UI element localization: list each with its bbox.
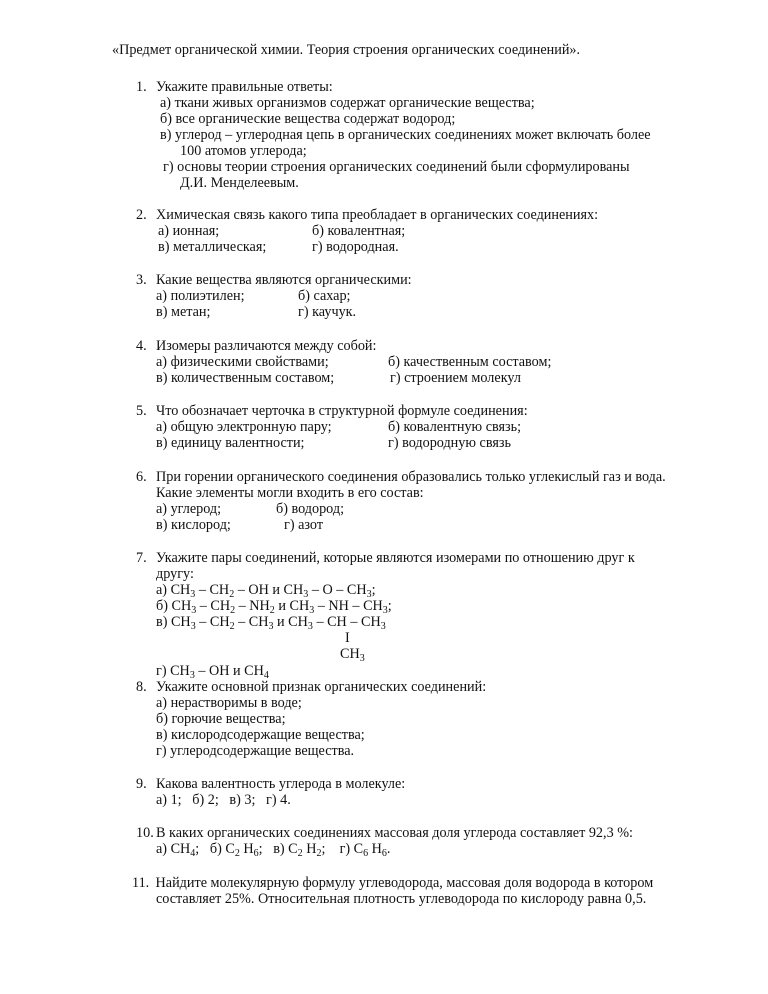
q4-option-b: б) качественным составом; — [388, 354, 552, 370]
q5-option-b: б) ковалентную связь; — [388, 419, 522, 435]
q8-option-d: г) углеродсодержащие вещества. — [156, 743, 355, 759]
q5-text: Что обозначает черточка в структурной формуле соединения: — [156, 403, 528, 419]
q1-option-c: в) углерод – углеродная цепь в органических соединениях может включать более — [160, 127, 651, 143]
q7-option-c-branch: $CH_3$ — [340, 646, 365, 664]
q7-option-a: а) $CH_3 - CH_2$ – OH и $CH_3$ – O – $CH_3$; — [156, 582, 376, 600]
q7-number: 7. — [136, 550, 147, 566]
q4-option-c: в) количественным составом; — [156, 370, 335, 386]
q3-option-c: в) метан; — [156, 304, 211, 320]
q10-text: В каких органических соединениях массовая доля углерода составляет 92,3 %: — [156, 825, 633, 841]
q1-option-a: а) ткани живых организмов содержат органические вещества; — [160, 95, 535, 111]
q3-text: Какие вещества являются органическими: — [156, 272, 412, 288]
q2-option-b: б) ковалентная; — [312, 223, 406, 239]
q3-number: 3. — [136, 272, 147, 288]
q6-option-d: г) азот — [284, 517, 324, 533]
q9-number: 9. — [136, 776, 147, 792]
q8-text: Укажите основной признак органических соединений: — [156, 679, 487, 695]
q6-number: 6. — [136, 469, 147, 485]
q2-number: 2. — [136, 207, 147, 223]
q1-number: 1. — [136, 79, 147, 95]
q4-text: Изомеры различаются между собой: — [156, 338, 377, 354]
q1-option-c-cont: 100 атомов углерода; — [180, 143, 307, 159]
q1-option-b: б) все органические вещества содержат водород; — [160, 111, 456, 127]
q2-option-d: г) водородная. — [312, 239, 399, 255]
q5-option-a: а) общую электронную пару; — [156, 419, 332, 435]
page-title: «Предмет органической химии. Теория строения органических соединений». — [112, 42, 581, 58]
q6-text: При горении органического соединения образовались только углекислый газ и вода. — [156, 469, 666, 485]
q3-option-a: а) полиэтилен; — [156, 288, 245, 304]
q7-option-c: в) $CH_3 - CH_2 - CH_3$ и $CH_3$ – CH – $CH_3$ — [156, 614, 386, 632]
q7-option-b: б) $CH_3 - CH_2 - NH_2$ и $CH_3$ – NH – $CH_3$; — [156, 598, 392, 616]
q8-option-b: б) горючие вещества; — [156, 711, 286, 727]
q7-text-cont: другу: — [156, 566, 194, 582]
q6-option-b: б) водород; — [276, 501, 345, 517]
q1-text: Укажите правильные ответы: — [156, 79, 333, 95]
q7-option-d: г) $CH_3$ – OH и $CH_4$ — [156, 663, 269, 681]
q8-number: 8. — [136, 679, 147, 695]
q2-option-c: в) металлическая; — [158, 239, 267, 255]
q7-option-c-branch-bond: I — [345, 630, 350, 646]
q2-text: Химическая связь какого типа преобладает в органических соединениях: — [156, 207, 599, 223]
q3-option-b: б) сахар; — [298, 288, 351, 304]
q1-option-d: г) основы теории строения органических соединений были сформулированы — [163, 159, 630, 175]
q5-number: 5. — [136, 403, 147, 419]
q6-option-a: а) углерод; — [156, 501, 222, 517]
q11-text: Найдите молекулярную формулу углеводорода, массовая доля водорода в котором — [152, 875, 654, 891]
q9-options: а) 1; б) 2; в) 3; г) 4. — [156, 792, 291, 808]
q5-option-c: в) единицу валентности; — [156, 435, 305, 451]
q3-option-d: г) каучук. — [298, 304, 357, 320]
q1-option-d-cont: Д.И. Менделеевым. — [180, 175, 299, 191]
q10-number: 10. — [136, 825, 154, 841]
q4-option-d: г) строением молекул — [390, 370, 521, 386]
q10-options: а) $CH_4$; б) $C_2$ $H_6$; в) $C_2$ $H_2$; г) $C_6$ $H_6$. — [156, 841, 391, 859]
q5-option-d: г) водородную связь — [388, 435, 511, 451]
q6-option-c: в) кислород; — [156, 517, 231, 533]
q9-text: Какова валентность углерода в молекуле: — [156, 776, 406, 792]
q2-option-a: а) ионная; — [158, 223, 220, 239]
q6-text-cont: Какие элементы могли входить в его состав: — [156, 485, 424, 501]
q4-option-a: а) физическими свойствами; — [156, 354, 329, 370]
q7-text: Укажите пары соединений, которые являются изомерами по отношению друг к — [156, 550, 635, 566]
q8-option-a: а) нерастворимы в воде; — [156, 695, 302, 711]
q11-number: 11. — [132, 875, 150, 891]
q11-text-cont: составляет 25%. Относительная плотность углеводорода по кислороду равна 0,5. — [156, 891, 647, 907]
q4-number: 4. — [136, 338, 147, 354]
q8-option-c: в) кислородсодержащие вещества; — [156, 727, 365, 743]
